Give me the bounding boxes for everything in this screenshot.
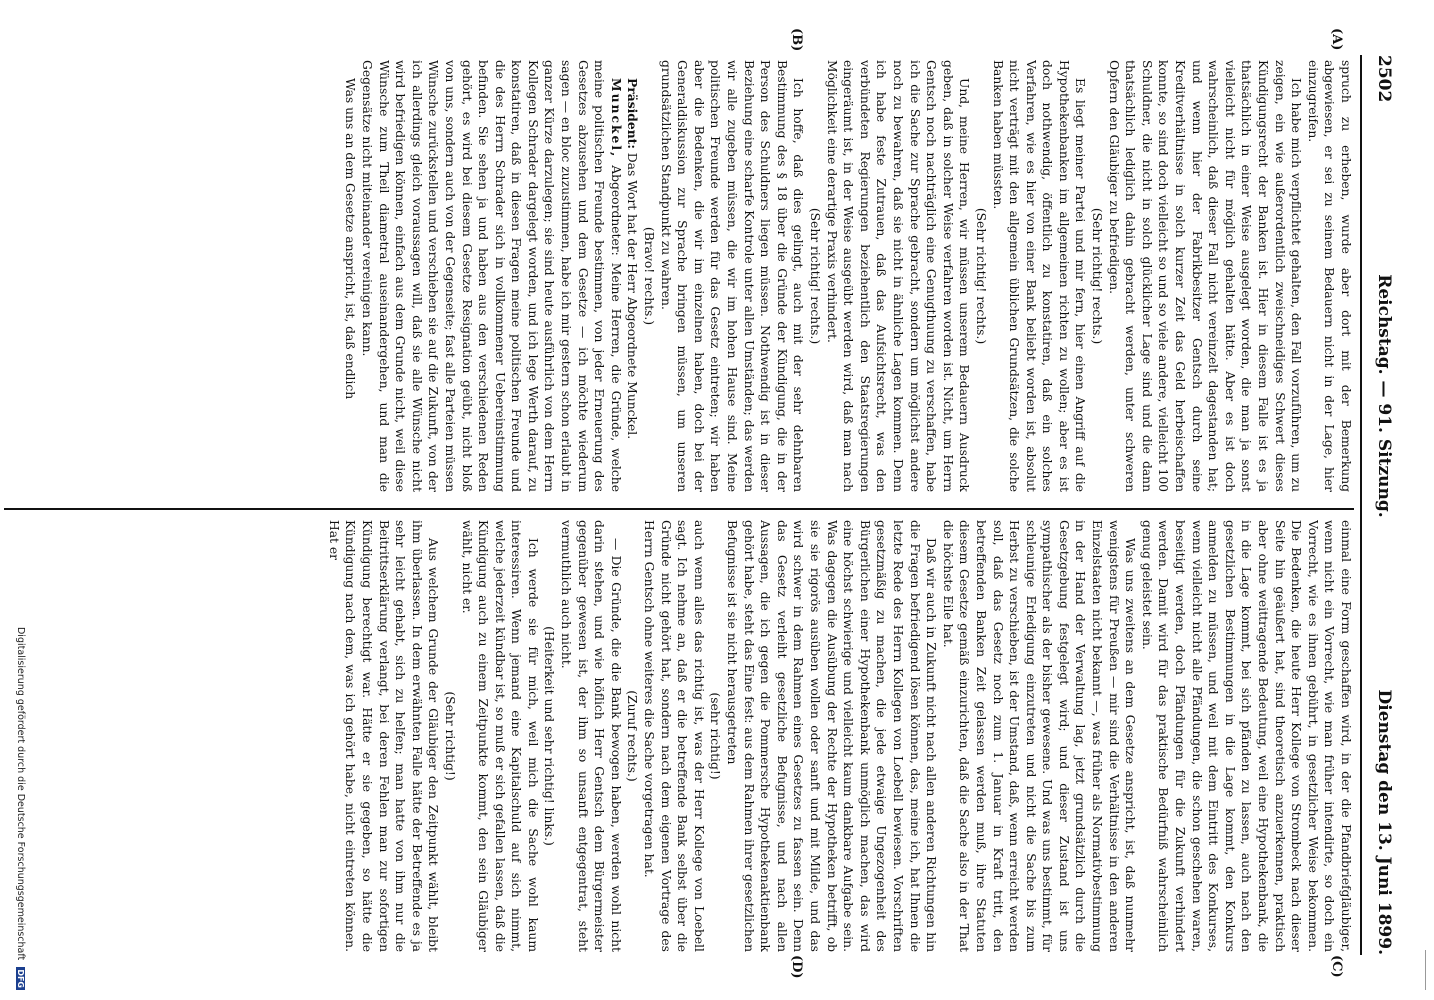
president-text: Das Wort hat der Herr Abgeordnete Munckel. (625, 152, 640, 440)
left-column (9, 60, 1354, 492)
paragraph: Was uns zweitens an dem Gesetze anspricht, ist, daß nunmehr wenigstens für Preußen — mir sind die Verhältnisse in den anderen Einzelstaaten nicht bekannt —, was früher als Normativbestimmung in der Hand der Verwaltung lag, jetzt grundsätzlich durch die Gesetzgebung festgelegt wird; und dieser Zustand ist uns sympathischer als der bisher gewesene. Und was uns bestimmt, für schleunige Erledigung einzutreten und nicht die Sache bis zum Herbst zu verschieben, ist der Umstand, daß, wenn erreicht werden soll, daß das Gesetz noch zum 1. Januar in Kraft tritt, den betreffenden Banken Zeit gelassen werden muß, ihre Statuten diesem Gesetze gemäß einzurichten, daß die Sache also in der That die höchste Eile hat. (940, 520, 1138, 952)
interjection: (Sehr richtig! rechts.) (808, 207, 822, 345)
paragraph: — Die Gründe, die die Bank bewogen haben, werden wohl nicht darin stehen, und wie höflich Herr Gentsch dem Bürgermeister gegenüber gewesen ist, der ihm so unsanft entgegentrat, steht vermuthlich auch nicht. (559, 520, 623, 952)
dfg-logo: DFG (16, 969, 25, 988)
interjection: (sehr richtig!) (708, 692, 723, 780)
margin-mark-b: (B) (789, 28, 804, 52)
interjection: (Bravo! rechts.) (642, 226, 657, 326)
paragraph: Daß wir auch in Zukunft nicht nach allen anderen Richtungen hin die Fragen befriedigend lösen können, das, meine ich, hat Ihnen die letzte Rede des Herrn Kollegen von Loebell bewiesen. Vorschriften gesetzmäßig zu machen, die jede etwaige Ungezogenheit des Bürgerlichen einer Hypothekenbank unmöglich machen, das wird eine höchst schwierige und vielleicht kaum dankbare Aufgabe sein. Was dagegen die Ausübung der Rechte der Hypotheken betrifft, ob sie sie rigorös ausüben wollen oder sanft und mit Milde, und das wird schwer in dem Rahmen eines Gesetzes zu fassen sein. Denn das Gesetz verleiht gesetzliche Befugnisse, und nach allen Aussagen, die ich gegen die Pommersche Hypothekenaktienbank gehört habe, steht das Eine fest: aus dem Rahmen ihrer gesetzlichen Befugnisse ist sie nicht herausgetreten (725, 520, 939, 952)
page-number: 2502 (1374, 55, 1394, 103)
digitization-note (10, 560, 26, 990)
paragraph: Ich habe mich verpflichtet gehalten, den Fall vorzuführen, um zu zeigen, ein wie außerordentlich zweischneidiges Schwert dieses Kündigungsrecht der Banken ist. Hier in diesem Falle ist es ja thatsächlich in einer Weise ausgelegt worden, die man ja sonst vielleicht nicht für möglich gehalten hätte. Aber es ist doch wahrscheinlich, daß dieser Fall nicht vereinzelt dagestanden hat; und wenn hier der Fabrikbesitzer Gentsch durch seine Kreditverhältnisse in solch kurzer Zeit das Geld herbeischaffen konnte, so sind doch vielleicht so und so viele andere, vielleicht 100 Schuldner, die nicht in solch glücklicher Lage sind und die dann thatsächlich lediglich dahin gebracht werden, unter schweren Opfern den Gläubiger zu befriedigen. (1106, 60, 1304, 492)
paragraph: einmal eine Form geschaffen wird, in der die Pfandbriefgläubiger, wenn nicht ein Vorrecht, wie man früher intendirte, so doch ein Vorrecht, wie es ihnen gebührt, in gesetzlicher Weise bekommen. Die Bedenken, die heute Herr Kollege von Strombeck nach dieser Seite hin geäußert hat, sind theoretisch anzuerkennen, praktisch aber ohne weittragende Bedeutung, weil eine Hypothekenbank, die in die Lage kommt, bei sich pfänden zu lassen, auch nach den gesetzlichen Bestimmungen in die Lage kommt, den Konkurs anmelden zu müssen, und weil mit dem Eintritt des Konkurses, wenn vielleicht nicht alle Pfändungen, die schon geschehen waren, beseitigt werden, doch Pfändungen für die Zukunft verhindert werden. Damit wird für das praktische Bedürfniß wahrscheinlich genug geleistet sein. (1139, 520, 1353, 952)
paragraph: Ich hoffe, daß dies gelingt, auch mit der sehr dehnbaren Bestimmung des § 18 über die Gründe der Kündigung, die in der Person des Schuldners liegen müssen. Nothwendig ist in dieser Beziehung eine scharfe Kontrole unter allen Umständen; das werden wir alle zugeben müssen, die wir im hohen Hause sind. Meine politischen Freunde werden für das Gesetz eintreten; wir haben aber die Bedenken, die wir im einzelnen haben, doch bei der Generaldiskussion zur Sprache bringen müssen, um unseren grundsätzlichen Standpunkt zu wahren. (658, 60, 806, 492)
paragraph: Ich werde sie für mich, weil mich die Sache wohl kaum interessiren. Wenn jemand eine Kapitalschuld auf sich nimmt, welche jederzeit kündbar ist, so muß er sich gefallen lassen, daß die Kündigung auch zu einem Zeitpunkte kommt, den sein Gläubiger wählt, nicht er. (459, 520, 540, 952)
speaker-paragraph (358, 60, 624, 492)
speaker-label: Munckel, (608, 78, 624, 159)
president-paragraph (624, 60, 641, 492)
paragraph: auch wenn alles das richtig ist, was der Herr Kollege von Loebell sagt. Ich nehme an, daß er die betreffende Bank selbst über die Gründe nicht gehört hat, sondern nach dem eigenen Vortrage des Herrn Gentsch ohne weiteres die Sache vorgetragen hat. (642, 520, 706, 952)
paragraph: Aus welchem Grunde der Gläubiger den Zeitpunkt wählt, bleibt ihm überlassen. In dem erwähnten Falle hätte der Betreffende es ja sehr leicht gehabt, sich zu helfen; man hatte von ihm nur die Beitrittserklärung verlangt, bei deren Fehlen man zur sofortigen Kündigung berechtigt war. Hätte er sie gegeben, so hätte die Kündigung nach dem, was ich gehört habe, nicht eintreten können. Hat er (326, 520, 441, 952)
speaker-text: Abgeordneter: Meine Herren, die Gründe, welche meine politischen Freunde bestimmen, von jeder Erneuerung des Gesetzes abzusehen und dem Gesetze — ich möchte wiederum sagen — en bloc zuzustimmen, habe ich mir gestern schon erlaubt in ganzer Kürze darzulegen; sie sind heute ausführlich von dem Herrn Kollegen Schrader dargelegt worden, und ich lege Werth darauf, zu konstatiren, daß in diesen Fragen meine politischen Freunde und die des Herrn Schrader sich in vollkommener Uebereinstimmung befinden. Sie sehen ja und haben aus den verschiedenen Reden gehört, es wird bei diesem Gesetze Resignation geübt, nicht bloß von uns, sondern auch von der Gegenseite; fast alle Parteien müssen Wünsche zurückstellen und verschieben sie auf die Zukunft, von der ich allerdings gleich voraussagen will, daß sie alle Wünsche nicht wird befriedigen können, einfach aus dem Grunde nicht, weil diese Wünsche zum Theil diametral auseinandergehen, und man die Gegensätze nicht miteinander vereinigen kann. (359, 60, 623, 492)
interjection: (Zuruf rechts.) (625, 690, 640, 782)
right-column (9, 520, 1354, 952)
paragraph: spruch zu erheben, wurde aber dort mit der Bemerkung abgewiesen, er sei zu seinem Bedauern nicht in der Lage, hier einzugreifen. (1305, 60, 1353, 492)
paragraph: Was uns an dem Gesetze anspricht, ist, daß endlich (343, 78, 358, 400)
paragraph: Und, meine Herren, wir müssen unserem Bedauern Ausdruck geben, daß in solcher Weise verfahren worden ist. Nicht, um Herrn Gentsch noch nachträglich eine Genugthuung zu verschaffen, habe ich die Sache zur Sprache gebracht, sondern um möglichst andere noch zu bewahren, daß sie nicht in ähnliche Lagen kommen. Denn ich habe feste Zutrauen, daß das Aufsichtsrecht, was den verbündeten Regierungen beziehentlich den Staatsregierungen eingeräumt ist, in der Weise ausgeübt werden wird, daß man nach Möglichkeit eine derartige Praxis verhindert. (824, 60, 972, 492)
interjection: (Heiterkeit und sehr richtig! links.) (542, 626, 557, 846)
interjection: (Sehr richtig! rechts.) (1090, 207, 1105, 345)
president-label: Präsident: (625, 78, 641, 149)
margin-mark-a: (A) (1329, 28, 1344, 51)
margin-mark-c: (C) (1329, 955, 1344, 978)
interjection: (Sehr richtig!) (442, 691, 457, 781)
page-header (1364, 55, 1404, 955)
session-title: Reichstag. — 91. Sitzung. (1374, 274, 1394, 518)
crop-mark (1425, 950, 1426, 990)
session-date: Dienstag den 13. Juni 1899. (1374, 689, 1394, 955)
margin-mark-d: (D) (789, 955, 804, 979)
column-divider (4, 508, 1354, 510)
header-rule (1360, 55, 1362, 955)
paragraph: Es liegt meiner Partei und mir fern, hier einen Angriff auf die Hypothekenbanken im allgemeinen richten zu wollen; aber es ist doch nothwendig, öffentlich zu konstatiren, daß ein solches Verfahren, wie es hier von einer Bank beliebt worden ist, absolut nicht verträgt mit den allgemein üblichen Grundsätzen, die solche Banken haben müssten. (990, 60, 1088, 492)
digitization-note-text: Digitalisierung gefördert durch die Deutsche Forschungsgemeinschaft (15, 626, 26, 961)
interjection: (Sehr richtig! rechts.) (973, 207, 988, 345)
